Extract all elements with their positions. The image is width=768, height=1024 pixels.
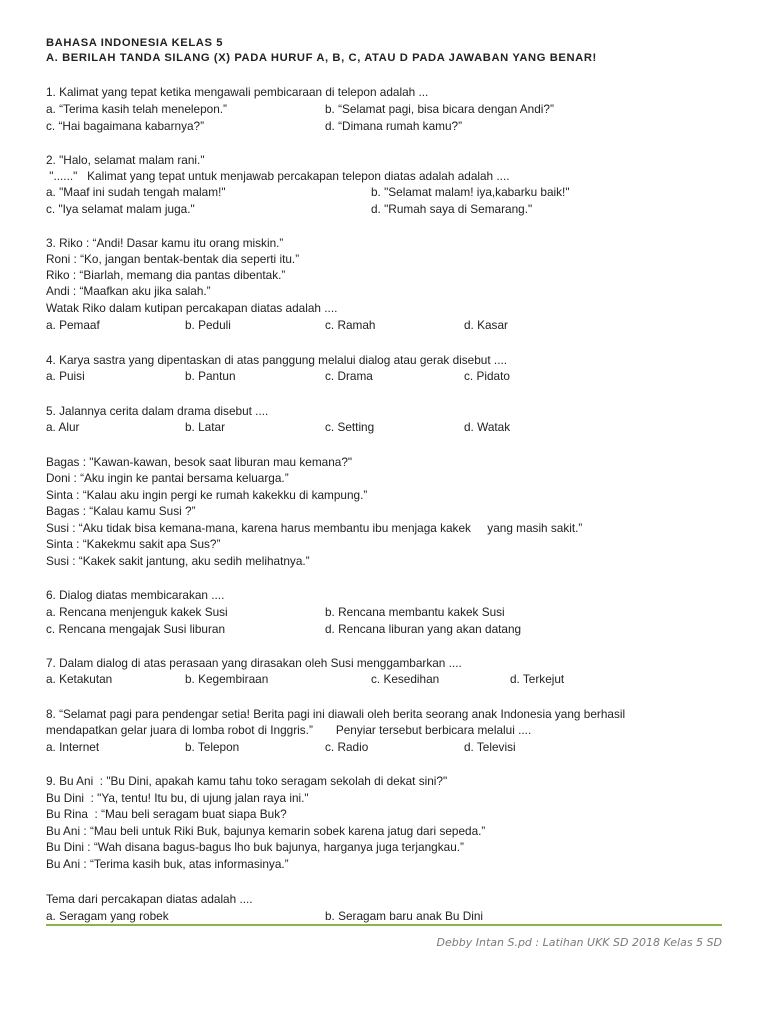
question-2-prompt: "......" Kalimat yang tepat untuk menjawab percakapan telepon diatas adalah adalah .... bbox=[46, 169, 510, 183]
worksheet-title: BAHASA INDONESIA KELAS 5 bbox=[46, 37, 224, 49]
question-8-option-c: c. Radio bbox=[325, 740, 369, 754]
question-8-option-b: b. Telepon bbox=[185, 740, 240, 754]
dialog-line: Susi : “Aku tidak bisa kemana-mana, karena harus membantu ibu menjaga kakek yang masih sakit.” bbox=[46, 521, 583, 535]
question-2-option-a: a. "Maaf ini sudah tengah malam!" bbox=[46, 185, 226, 199]
question-8-stem-continued: mendapatkan gelar juara di lomba robot di Inggris.” Penyiar tersebut berbicara melalui .... bbox=[46, 723, 532, 737]
question-7-option-d: d. Terkejut bbox=[510, 672, 565, 686]
question-2-option-c: c. "Iya selamat malam juga." bbox=[46, 202, 195, 216]
question-8-stem: 8. “Selamat pagi para pendengar setia! Berita pagi ini diawali oleh berita seorang anak Indonesia yang berhasil bbox=[46, 707, 626, 721]
dialog-line: Bagas : "Kawan-kawan, besok saat liburan mau kemana?" bbox=[46, 455, 353, 469]
dialog-line: Sinta : “Kalau aku ingin pergi ke rumah kakekku di kampung.” bbox=[46, 488, 368, 502]
worksheet-instruction: A. BERILAH TANDA SILANG (X) PADA HURUF A, B, C, ATAU D PADA JAWABAN YANG BENAR! bbox=[46, 52, 597, 64]
question-5-stem: 5. Jalannya cerita dalam drama disebut .... bbox=[46, 404, 269, 418]
question-4-option-b: b. Pantun bbox=[185, 369, 236, 383]
question-9-dialog-line: Bu Ani : “Terima kasih buk, atas informasinya.” bbox=[46, 857, 289, 871]
question-6-option-c: c. Rencana mengajak Susi liburan bbox=[46, 622, 226, 636]
question-1-stem: 1. Kalimat yang tepat ketika mengawali pembicaraan di telepon adalah ... bbox=[46, 85, 429, 99]
question-5-option-a: a. Alur bbox=[46, 420, 80, 434]
question-1-option-d: d. “Dimana rumah kamu?” bbox=[325, 119, 463, 133]
question-1-option-a: a. “Terima kasih telah menelepon.” bbox=[46, 102, 227, 116]
question-3-option-c: c. Ramah bbox=[325, 318, 376, 332]
question-3-dialog-line: Riko : “Biarlah, memang dia pantas dibentak.” bbox=[46, 268, 286, 282]
question-2-stem: 2. "Halo, selamat malam rani." bbox=[46, 153, 205, 167]
dialog-line: Sinta : “Kakekmu sakit apa Sus?” bbox=[46, 537, 221, 551]
question-3-dialog-line: Andi : “Maafkan aku jika salah.” bbox=[46, 284, 211, 298]
question-4-option-c: c. Drama bbox=[325, 369, 373, 383]
question-2-option-b: b. "Selamat malam! iya,kabarku baik!" bbox=[371, 185, 570, 199]
question-3-stem: Watak Riko dalam kutipan percakapan diatas adalah .... bbox=[46, 301, 338, 315]
question-8-option-d: d. Televisi bbox=[464, 740, 516, 754]
question-9-dialog-line: 9. Bu Ani : "Bu Dini, apakah kamu tahu toko seragam sekolah di dekat sini?" bbox=[46, 774, 448, 788]
question-9-dialog-line: Bu Ani : “Mau beli untuk Riki Buk, bajunya kemarin sobek karena jatug dari sepeda.” bbox=[46, 824, 486, 838]
question-9-option-b: b. Seragam baru anak Bu Dini bbox=[325, 909, 484, 923]
question-9-dialog-line: Bu Dini : “Wah disana bagus-bagus lho buk bajunya, harganya juga terjangkau.” bbox=[46, 840, 464, 854]
question-7-option-b: b. Kegembiraan bbox=[185, 672, 269, 686]
question-4-option-a: a. Puisi bbox=[46, 369, 85, 383]
question-3-dialog-line: Roni : “Ko, jangan bentak-bentak dia seperti itu.” bbox=[46, 252, 300, 266]
question-9-dialog-line: Bu Rina : “Mau beli seragam buat siapa Buk? bbox=[46, 807, 287, 821]
question-6-option-b: b. Rencana membantu kakek Susi bbox=[325, 605, 505, 619]
question-7-option-c: c. Kesedihan bbox=[371, 672, 440, 686]
dialog-line: Bagas : “Kalau kamu Susi ?” bbox=[46, 504, 196, 518]
question-5-option-d: d. Watak bbox=[464, 420, 511, 434]
question-5-option-c: c. Setting bbox=[325, 420, 375, 434]
question-8-option-a: a. Internet bbox=[46, 740, 100, 754]
question-6-stem: 6. Dialog diatas membicarakan .... bbox=[46, 588, 225, 602]
question-1-option-b: b. “Selamat pagi, bisa bicara dengan Andi?” bbox=[325, 102, 554, 116]
question-3-dialog-line: 3. Riko : “Andi! Dasar kamu itu orang miskin.” bbox=[46, 236, 284, 250]
question-3-option-b: b. Peduli bbox=[185, 318, 231, 332]
dialog-line: Doni : “Aku ingin ke pantai bersama keluarga.” bbox=[46, 471, 289, 485]
question-9-option-a: a. Seragam yang robek bbox=[46, 909, 169, 923]
footer-divider bbox=[46, 924, 722, 926]
question-4-stem: 4. Karya sastra yang dipentaskan di atas panggung melalui dialog atau gerak disebut .... bbox=[46, 353, 508, 367]
question-9-stem: Tema dari percakapan diatas adalah .... bbox=[46, 892, 253, 906]
dialog-line: Susi : “Kakek sakit jantung, aku sedih melihatnya.” bbox=[46, 554, 310, 568]
question-5-option-b: b. Latar bbox=[185, 420, 226, 434]
question-9-dialog-line: Bu Dini : "Ya, tentu! Itu bu, di ujung jalan raya ini." bbox=[46, 791, 309, 805]
question-2-option-d: d. "Rumah saya di Semarang." bbox=[371, 202, 533, 216]
question-6-option-d: d. Rencana liburan yang akan datang bbox=[325, 622, 522, 636]
footer-credit: Debby Intan S.pd : Latihan UKK SD 2018 Kelas 5 SD bbox=[436, 936, 722, 949]
question-7-stem: 7. Dalam dialog di atas perasaan yang dirasakan oleh Susi menggambarkan .... bbox=[46, 656, 462, 670]
question-3-option-d: d. Kasar bbox=[464, 318, 508, 332]
question-3-option-a: a. Pemaaf bbox=[46, 318, 100, 332]
question-7-option-a: a. Ketakutan bbox=[46, 672, 113, 686]
question-6-option-a: a. Rencana menjenguk kakek Susi bbox=[46, 605, 228, 619]
question-1-option-c: c. “Hai bagaimana kabarnya?” bbox=[46, 119, 205, 133]
question-4-option-d: c. Pidato bbox=[464, 369, 510, 383]
